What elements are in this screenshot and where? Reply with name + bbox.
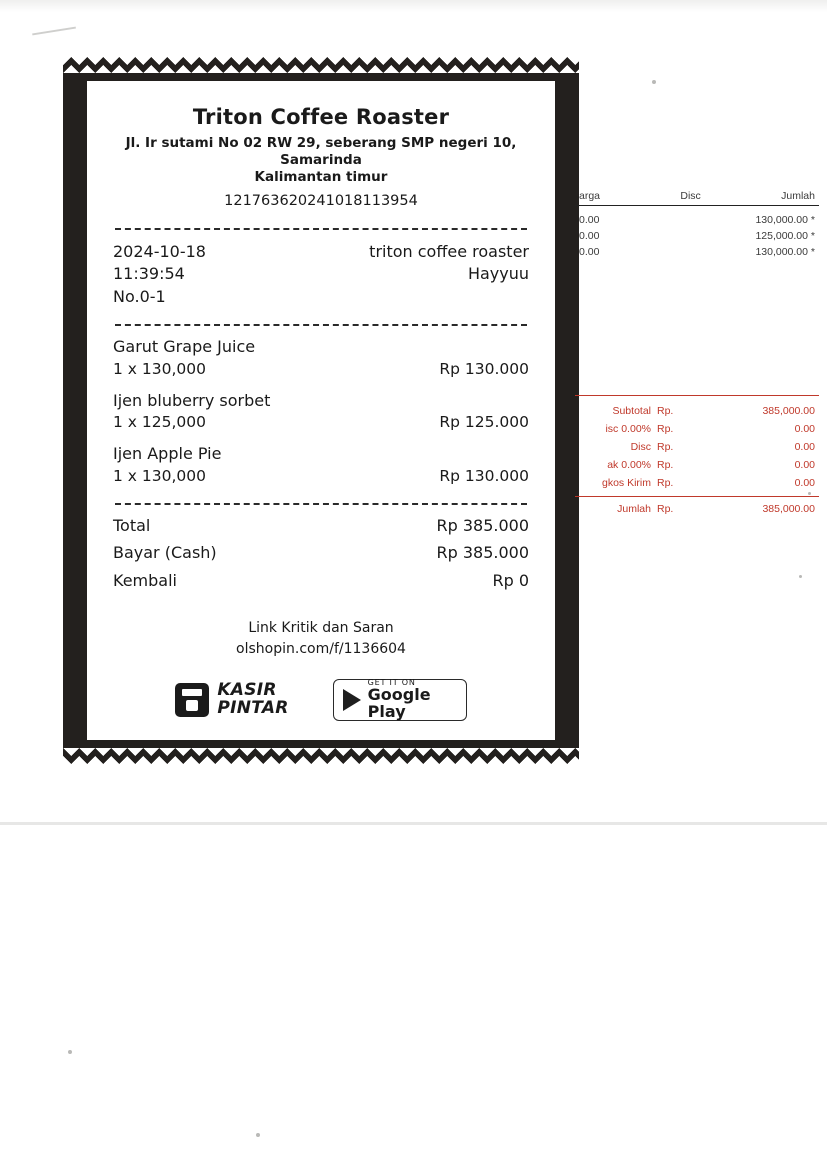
scan-artifact-line <box>32 27 76 35</box>
report-total-row <box>575 438 819 456</box>
report-header-disc: Disc <box>680 190 701 202</box>
cashier-shop: triton coffee roaster <box>369 241 529 261</box>
list-item <box>113 336 529 380</box>
receipt-time: 11:39:54 <box>113 264 185 284</box>
item-amount: Rp 130.000 <box>439 359 529 378</box>
report-cell-jumlah: 130,000.00 * <box>755 246 815 258</box>
shop-address-line2: Kalimantan timur <box>254 169 388 186</box>
shop-address-line1: Jl. Ir sutami No 02 RW 29, seberang SMP negeri 10, Samarinda <box>125 135 517 169</box>
gplay-big-text: Google Play <box>367 685 431 722</box>
item-name: Ijen bluberry sorbet <box>113 390 271 410</box>
bleed-report-table <box>575 190 819 260</box>
report-header-rule <box>575 205 819 206</box>
report-total-value: 0.00 <box>794 423 815 435</box>
cash-register-icon <box>175 683 209 717</box>
list-item <box>113 390 529 434</box>
report-total-currency: Rp. <box>657 423 674 435</box>
google-play-icon <box>343 689 361 711</box>
total-value: Rp 385.000 <box>436 515 529 535</box>
payment-value: Rp 385.000 <box>436 543 529 563</box>
report-cell-harga: 0.00 <box>579 246 600 258</box>
report-total-row <box>575 456 819 474</box>
change-value: Rp 0 <box>492 571 529 591</box>
item-name: Ijen Apple Pie <box>113 444 222 464</box>
item-qty-price: 1 x 130,000 <box>113 359 206 378</box>
report-cell-harga: 0.00 <box>579 230 600 242</box>
report-total-label: gkos Kirim <box>601 477 651 489</box>
footer-links <box>113 618 529 661</box>
report-total-currency: Rp. <box>657 503 674 515</box>
item-amount: Rp 130.000 <box>439 466 529 485</box>
report-total-currency: Rp. <box>657 477 674 489</box>
report-total-currency: Rp. <box>657 441 674 453</box>
report-cell-harga: 0.00 <box>579 214 600 226</box>
report-total-value: 385,000.00 <box>762 405 815 417</box>
report-total-row <box>575 402 819 420</box>
report-total-value: 0.00 <box>794 459 815 471</box>
brand-name-line1: KASIR <box>217 680 277 701</box>
receipt-number: No.0-1 <box>113 286 166 306</box>
payment-label: Bayar (Cash) <box>113 543 217 563</box>
report-total-value: 0.00 <box>794 477 815 489</box>
receipt-card <box>63 57 579 764</box>
total-row <box>113 542 529 564</box>
receipt-zigzag-bottom <box>63 748 579 764</box>
report-total-label: isc 0.00% <box>605 423 651 435</box>
item-amount: Rp 125.000 <box>439 413 529 432</box>
kasir-pintar-logo <box>175 682 288 718</box>
report-total-label: Jumlah <box>617 503 651 515</box>
item-qty-price: 1 x 125,000 <box>113 413 206 432</box>
google-play-badge[interactable] <box>333 679 467 721</box>
report-total-row <box>575 420 819 438</box>
report-total-value: 385,000.00 <box>762 503 815 515</box>
item-qty-price: 1 x 130,000 <box>113 466 206 485</box>
table-row <box>575 212 819 228</box>
gplay-small-text: GET IT ON <box>367 678 416 688</box>
scan-top-edge <box>0 0 827 12</box>
change-label: Kembali <box>113 571 177 591</box>
report-header-jumlah: Jumlah <box>781 190 815 202</box>
receipt-paper <box>87 81 555 740</box>
receipt-zigzag-top <box>63 57 579 73</box>
report-total-label: Disc <box>630 441 651 453</box>
report-total-row <box>575 474 819 492</box>
total-row <box>113 515 529 537</box>
report-total-label: Subtotal <box>612 405 651 417</box>
brand-name-line2: PINTAR <box>217 698 289 719</box>
feedback-title: Link Kritik dan Saran <box>248 619 394 636</box>
divider-items-bottom <box>115 503 527 505</box>
total-label: Total <box>113 515 151 535</box>
bleed-report-totals <box>575 395 819 518</box>
report-cell-jumlah: 125,000.00 * <box>755 230 815 242</box>
totals-section <box>113 515 529 592</box>
scan-speck <box>256 1133 260 1137</box>
report-total-label: ak 0.00% <box>607 459 651 471</box>
table-row <box>575 228 819 244</box>
report-grand-total-row <box>575 496 819 518</box>
cashier-name: Hayyuu <box>467 264 529 284</box>
report-cell-jumlah: 130,000.00 * <box>755 214 815 226</box>
shop-name: Triton Coffee Roaster <box>192 105 450 129</box>
scan-speck <box>68 1050 72 1054</box>
list-item <box>113 443 529 487</box>
brand-row <box>113 679 529 721</box>
total-row <box>113 570 529 592</box>
report-header-harga: arga <box>579 190 601 202</box>
divider-top <box>115 228 527 230</box>
scan-bottom-edge <box>0 822 827 825</box>
report-total-currency: Rp. <box>657 459 674 471</box>
report-total-value: 0.00 <box>794 441 815 453</box>
divider-items-top <box>115 324 527 326</box>
receipt-meta <box>113 240 529 309</box>
scan-speck <box>799 575 802 578</box>
scan-speck <box>652 80 656 84</box>
report-totals-rule <box>575 395 819 396</box>
table-row <box>575 244 819 260</box>
receipt-date: 2024-10-18 <box>113 241 206 261</box>
item-list <box>113 336 529 487</box>
item-name: Garut Grape Juice <box>113 337 256 357</box>
receipt-code: 121763620241018113954 <box>224 192 418 209</box>
feedback-url[interactable]: olshopin.com/f/1136604 <box>236 641 406 658</box>
report-total-currency: Rp. <box>657 405 674 417</box>
